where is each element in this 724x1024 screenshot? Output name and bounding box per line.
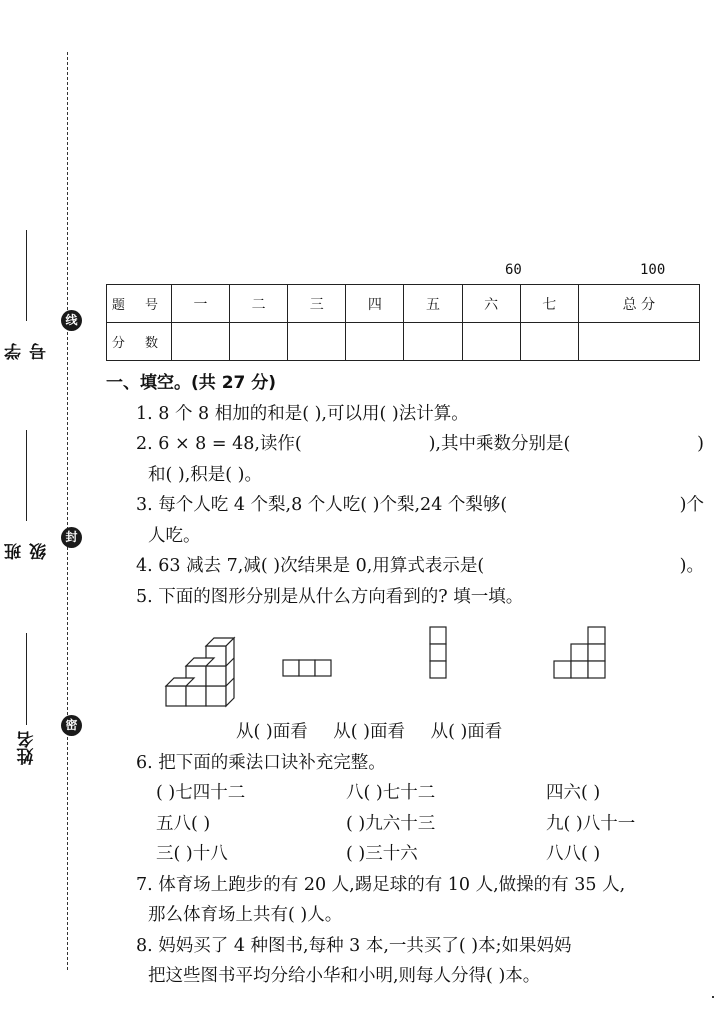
rhyme-item: ( )九六十三 bbox=[346, 813, 436, 834]
score-table-header-row bbox=[107, 285, 700, 323]
question-section bbox=[106, 368, 706, 992]
q2-part-b: ),其中乘数分别是( bbox=[428, 434, 571, 454]
score-label: 分 数 bbox=[107, 323, 172, 361]
top-view-figure bbox=[552, 626, 608, 682]
column-header: 二 bbox=[230, 285, 288, 323]
question-3-line-1 bbox=[106, 490, 706, 521]
student-id-label: 学号 bbox=[5, 343, 50, 360]
question-number-label: 题 号 bbox=[107, 285, 172, 323]
question-6: 6. 把下面的乘法口诀补充完整。 bbox=[136, 752, 386, 773]
column-header: 一 bbox=[172, 285, 230, 323]
view-answer-1: 从( )面看 bbox=[236, 722, 308, 742]
question-1: 1. 8 个 8 相加的和是( ),可以用( )法计算。 bbox=[136, 403, 469, 424]
score-cell[interactable] bbox=[230, 323, 288, 361]
question-3-line-2: 人吃。 bbox=[148, 525, 201, 546]
rhyme-item: ( )三十六 bbox=[346, 844, 418, 864]
question-4 bbox=[106, 551, 706, 582]
column-header: 六 bbox=[462, 285, 520, 323]
q3-part-b: )个 bbox=[679, 495, 704, 515]
question-2-line-1 bbox=[106, 429, 706, 460]
class-field[interactable] bbox=[5, 430, 50, 560]
score-table-score-row bbox=[107, 323, 700, 361]
view-answer-3: 从( )面看 bbox=[430, 722, 503, 742]
section-title: 一、填空。(共 27 分) bbox=[106, 373, 277, 393]
name-label: 姓名 bbox=[17, 731, 38, 765]
question-7-line-2: 那么体育场上共有( )人。 bbox=[148, 905, 343, 925]
view-answer-labels bbox=[106, 717, 706, 748]
score-cell[interactable] bbox=[404, 323, 462, 361]
rhyme-item: 三( )十八 bbox=[156, 844, 228, 864]
column-header: 总 分 bbox=[578, 285, 699, 323]
score-cell[interactable] bbox=[288, 323, 346, 361]
view-answer-2: 从( )面看 bbox=[333, 722, 406, 742]
column-header: 四 bbox=[346, 285, 404, 323]
question-5: 5. 下面的图形分别是从什么方向看到的? 填一填。 bbox=[136, 586, 524, 607]
score-cell[interactable] bbox=[578, 323, 699, 361]
rhyme-item: 九( )八十一 bbox=[546, 813, 636, 834]
question-2-line-2: 和( ),积是( )。 bbox=[148, 464, 262, 485]
rhyme-item: 八( )七十二 bbox=[346, 783, 436, 803]
name-blank[interactable] bbox=[27, 633, 28, 725]
q2-part-c: ) bbox=[697, 434, 704, 454]
rhyme-item: 八八( ) bbox=[546, 844, 601, 864]
score-cell[interactable] bbox=[520, 323, 578, 361]
column-header: 五 bbox=[404, 285, 462, 323]
q3-part-a: 3. 每个人吃 4 个梨,8 个人吃( )个梨,24 个梨够( bbox=[136, 495, 508, 515]
q4-part-b: )。 bbox=[679, 556, 704, 576]
score-cell[interactable] bbox=[172, 323, 230, 361]
class-blank[interactable] bbox=[27, 430, 28, 521]
front-view-figure bbox=[282, 658, 334, 678]
score-cell[interactable] bbox=[346, 323, 404, 361]
column-header: 三 bbox=[288, 285, 346, 323]
name-field[interactable] bbox=[14, 625, 40, 765]
cube-stack-figure bbox=[164, 628, 254, 710]
rhyme-item: 四六( ) bbox=[546, 783, 601, 803]
student-id-field[interactable] bbox=[5, 230, 50, 360]
class-label: 班级 bbox=[5, 543, 50, 560]
rhyme-item: 五八( ) bbox=[156, 813, 211, 834]
q4-part-a: 4. 63 减去 7,减( )次结果是 0,用算式表示是( bbox=[136, 556, 485, 576]
full-score-note: 100 bbox=[640, 262, 666, 278]
question-8-line-1: 8. 妈妈买了 4 种图书,每种 3 本,一共买了( )本;如果妈妈 bbox=[136, 935, 572, 956]
seal-seal-circle: 封 bbox=[61, 527, 82, 548]
question-7-line-1: 7. 体育场上跑步的有 20 人,踢足球的有 10 人,做操的有 35 人, bbox=[136, 874, 626, 895]
multiplication-rhymes bbox=[106, 778, 706, 870]
side-view-figure bbox=[428, 626, 448, 682]
q2-part-a: 2. 6 × 8 = 48,读作( bbox=[136, 434, 302, 454]
column-header: 七 bbox=[520, 285, 578, 323]
binding-dashed-line bbox=[67, 52, 68, 970]
rhyme-item: ( )七四十二 bbox=[156, 783, 246, 803]
corner-mark bbox=[712, 996, 714, 998]
time-note: 60 bbox=[505, 262, 522, 278]
seal-secret-circle: 密 bbox=[61, 715, 82, 736]
question-8-line-2: 把这些图书平均分给小华和小明,则每人分得( )本。 bbox=[148, 966, 541, 986]
student-id-blank[interactable] bbox=[27, 230, 28, 321]
score-cell[interactable] bbox=[462, 323, 520, 361]
view-figures bbox=[106, 612, 706, 717]
seal-line-circle: 线 bbox=[61, 310, 82, 331]
score-table bbox=[106, 284, 700, 361]
